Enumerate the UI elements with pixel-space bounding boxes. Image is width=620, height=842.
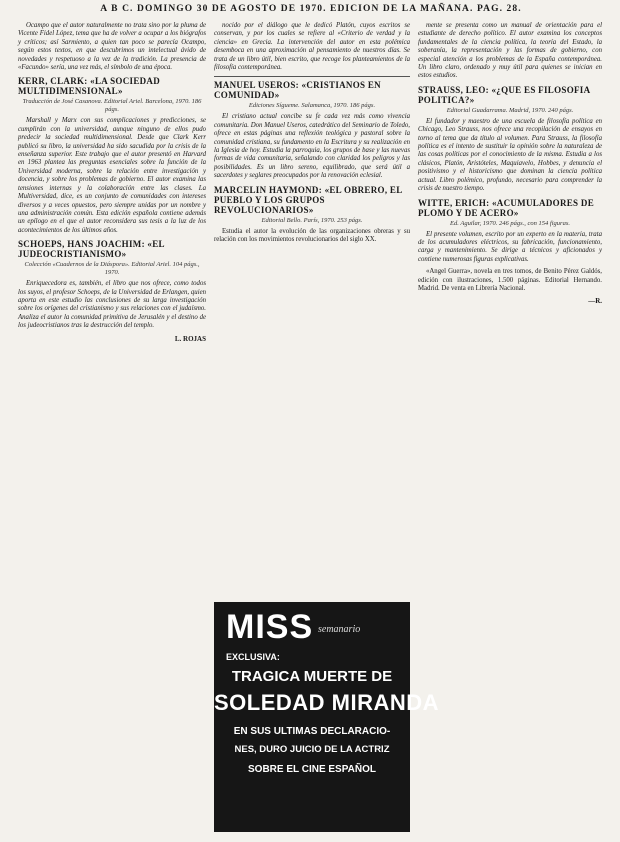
column-center — [214, 22, 410, 538]
review-heading-kerr: KERR, CLARK: «LA SOCIEDAD MULTIDIMENSIONAL» — [18, 76, 161, 97]
magazine-subtitle: semanario — [318, 624, 361, 635]
notice-galdos: «Angel Guerra», novela en tres tomos, de Benito Pérez Galdós, edición con ilustraciones, 1.500 páginas. Editorial Hernando. Madrid. De venta en Librería Nacional. — [418, 268, 602, 292]
continued-paragraph-right: mente se presenta como un manual de orientación para el estudiante de derecho político. El autor examina los conceptos fundamentales de la ciencia política, la teoría del Estado, la soberanía, la representación y las formas de gobierno, con especial atención a los problemas de la España contemporánea. Un libro claro, ordenado y muy útil para quienes se inician en estos estudios. — [418, 22, 602, 80]
review-reference-kerr: Traducción de José Casanova. Editorial Ariel. Barcelona, 1970. 186 págs. — [22, 98, 202, 114]
magazine-logo: MISS — [226, 608, 314, 646]
intro-paragraph: Ocampo que el autor naturalmente no trata sino por la pluma de Vicente Fidel López, tema que ha de volver a ocupar a los biógrafos y críticos; así Sarmiento, a quien tan poco se parecía Ocampo, según estos textos, en que descubrimos un intelectual ávido de novedades y respetuoso a la vez de la tradición. La presencia de «Facundo» sería, una vez más, el símbolo de una época. — [18, 22, 206, 72]
divider — [214, 76, 410, 77]
review-reference-strauss: Editorial Guadarrama. Madrid, 1970. 240 págs. — [446, 106, 574, 114]
review-heading-useros: MANUEL USEROS: «CRISTIANOS EN COMUNIDAD» — [214, 80, 381, 101]
continued-paragraph: nocido por el diálogo que le dedicó Platón, cuyos escritos se conservan, y por los cuales se refiere al «Criterio de verdad y la ciencia» en Grecia. La intervención del autor en esta polémica desemboca en una aproximación al pensamiento de nuestros días. Se trata de un libro útil, bien escrito, que recoge los planteamientos de la filosofía contemporánea. — [214, 22, 410, 72]
review-heading-witte: WITTE, ERICH: «ACUMULADORES DE PLOMO Y DE ACERO» — [418, 197, 595, 218]
review-body-haymond: Estudia el autor la evolución de las organizaciones obreras y su relación con los movimientos revolucionarios del siglo XX. — [214, 227, 410, 244]
review-body-strauss: El fundador y maestro de una escuela de filosofía política en Chicago, Leo Strauss, nos ofrece una recopilación de ensayos en torno al tema que da título al volumen. Para Strauss, la filosofía política es el intento de sustituir la opinión sobre la naturaleza de las cosas políticas por el conocimiento de la misma. Estudia a los clásicos, Platón, Aristóteles, Maquiavelo, Hobbes, y denuncia el positivismo y el historicismo que dominan la ciencia política actual. Libro polémico, profundo, necesario para comprender la crisis de nuestro tiempo. — [418, 117, 602, 193]
ad-headline-2: SOLEDAD MIRANDA — [214, 690, 440, 715]
ad-line-3: EN SUS ULTIMAS DECLARACIO- — [233, 726, 391, 737]
review-body-schoeps: Enriquecedora es, también, el libro que nos ofrece, como todos los suyos, el profesor Schoeps, de la Universidad de Erlangen, quien aporta en este estudio las conclusiones de su larga investigación sobre los orígenes del cristianismo y sus relaciones con el judaísmo. Analiza el autor la comunidad primitiva de Jerusalén y el destino de los judeocristianos tras la destrucción del templo. — [18, 280, 206, 330]
page-header: A B C. DOMINGO 30 DE AGOSTO DE 1970. EDICION DE LA MAÑANA. PAG. 28. — [100, 4, 522, 14]
review-body-useros: El cristiano actual concibe su fe cada vez más como vivencia comunitaria. Don Manuel Useros, catedrático del Seminario de Toledo, ofrece en estas páginas una reflexión teológica y pastoral sobre la comunidad cristiana, su fundamento en la Escritura y su realización en la Iglesia de hoy. Estudia la parroquia, los grupos de base y las nuevas formas de vida comunitaria, señalando con claridad los peligros y las posibilidades. Es un libro sereno, equilibrado, que será útil a sacerdotes y seglares preocupados por la renovación eclesial. — [214, 113, 410, 180]
review-body-kerr: Marshall y Marx con sus complicaciones y predicciones, se cumplirán con la universidad, aunque ninguno de ellos pudo predecir la sociedad multidimensional. Desde que Clark Kerr publicó su libro, la universidad ha sido sacudida por la crisis de la enseñanza superior. Este trabajo que el autor presentó en Harvard en 1963 plantea las preguntas esenciales sobre la función de la Universidad moderna, sobre la relación entre investigación y docencia, y sobre los problemas de gobierno. El autor examina las tensiones internas y la colaboración entre las clases. La Multiversidad, dice, es un conjunto de comunidades con intereses diversos y a veces opuestos, pero siempre unidas por un nombre y una administración común. Esta edición española contiene además un epílogo en el que el autor reconsidera sus tesis a la luz de los acontecimientos de los últimos años. — [18, 117, 206, 234]
ad-line-5: SOBRE EL CINE ESPAÑOL — [248, 764, 376, 775]
review-reference-useros: Ediciones Sígueme. Salamanca, 1970. 186 págs. — [248, 102, 376, 110]
ad-headline-1: TRAGICA MUERTE DE — [231, 668, 393, 685]
review-signature: L. ROJAS — [174, 334, 206, 343]
review-heading-strauss: STRAUSS, LEO: «¿QUE ES FILOSOFIA POLITICA?» — [418, 84, 590, 105]
column-right — [418, 22, 602, 834]
ad-line-4: NES, DURO JUICIO DE LA ACTRIZ — [234, 744, 390, 755]
magazine-advertisement — [214, 602, 440, 832]
ad-exclusive-label: EXCLUSIVA: — [226, 652, 280, 662]
review-reference-witte: Ed. Aguilar, 1970. 246 págs., con 154 figuras. — [450, 219, 570, 227]
notice-signature: —R. — [588, 297, 602, 306]
review-heading-haymond: MARCELIN HAYMOND: «EL OBRERO, EL PUEBLO Y LOS GRUPOS REVOLUCIONARIOS» — [214, 184, 403, 215]
review-reference-haymond: Editorial Bello. París, 1970. 253 págs. — [261, 216, 363, 224]
review-reference-schoeps: Colección «Cuadernos de la Diáspora». Editorial Ariel. 104 págs., 1970. — [24, 261, 200, 277]
review-heading-schoeps: SCHOEPS, HANS JOACHIM: «EL JUDEOCRISTIANISMO» — [18, 239, 165, 260]
review-body-witte: El presente volumen, escrito por un experto en la materia, trata de los acumuladores eléctricos, su fabricación, funcionamiento, carga y mantenimiento. Se dirige a técnicos y aficionados y contiene numerosas figuras explicativas. — [418, 230, 602, 263]
column-left — [18, 22, 206, 834]
